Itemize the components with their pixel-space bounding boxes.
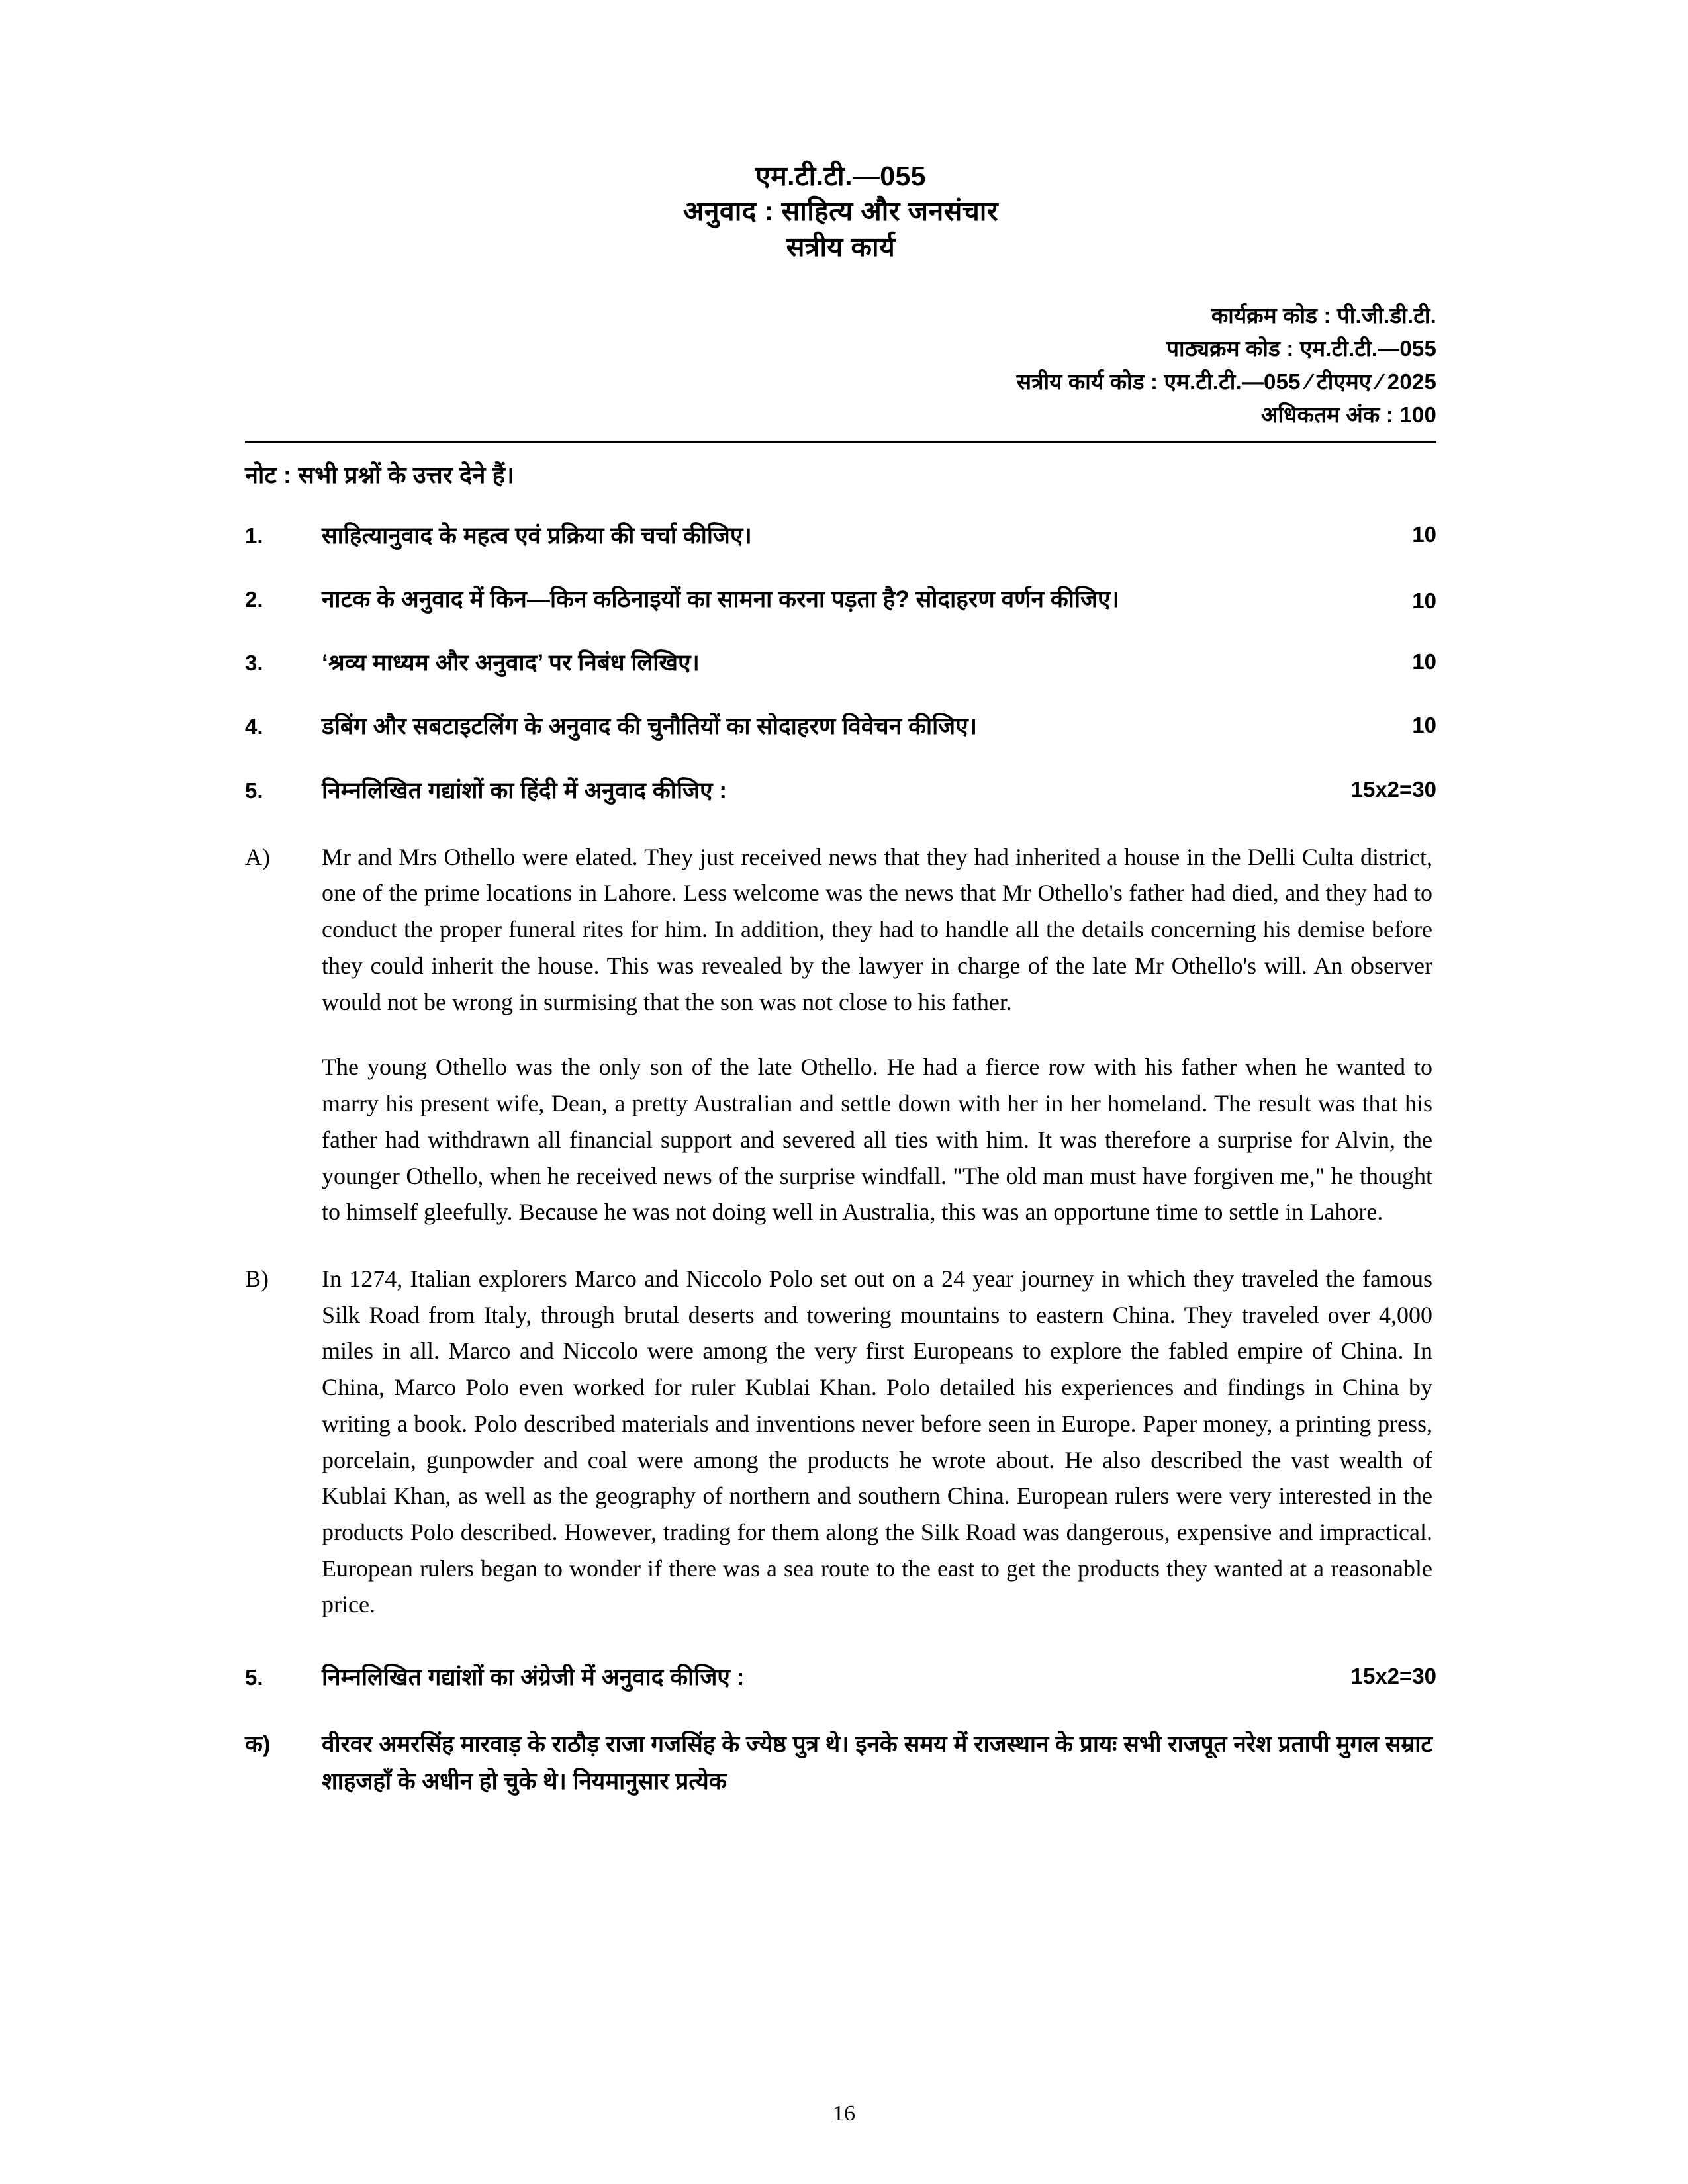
course-code-heading: एम.टी.टी.—055: [755, 161, 926, 191]
passage-paragraph: In 1274, Italian explorers Marco and Niccolo Polo set out on a 24 year journey in which they traveled the famous Silk Road from Italy, through brutal deserts and towering mountains to eastern China. They traveled over 4,000 miles in all. Marco and Niccolo were among the very first Europeans to explore the fabled empire of China. In China, Marco Polo even worked for ruler Kublai Khan. Polo detailed his experiences and findings in China by writing a book. Polo described materials and inventions never before seen in Europe. Paper money, a printing press, porcelain, gunpowder and coal were among the products he wrote about. He also described the vast wealth of Kublai Khan, as well as the geography of northern and southern China. European rulers were very interested in the products Polo described. However, trading for them along the Silk Road was dangerous, expensive and impractical. European rulers began to wonder if there was a sea route to the east to get the products they wanted at a reasonable price.: [322, 1265, 1432, 1618]
question-number: 5.: [245, 778, 263, 803]
passage-item: [245, 1726, 1436, 1799]
question-marks: 10: [1412, 522, 1436, 547]
question-text: निम्नलिखित गद्यांशों का अंग्रेजी में अनुवाद कीजिए :: [322, 1664, 745, 1691]
passage-label: B): [245, 1265, 269, 1292]
question-item: [245, 645, 1436, 681]
header-divider: [245, 441, 1436, 443]
question-number: 5.: [245, 1665, 263, 1690]
question-marks: 15x2=30: [1350, 1664, 1436, 1689]
question-number: 3.: [245, 651, 263, 676]
question-marks: 10: [1412, 649, 1436, 674]
passage-item: [245, 839, 1436, 1230]
program-code: कार्यक्रम कोड : पी.जी.डी.टी.: [1211, 302, 1436, 328]
question-marks: 15x2=30: [1350, 776, 1436, 801]
question-text: ‘श्रव्य माध्यम और अनुवाद’ पर निबंध लिखिए।: [322, 650, 700, 676]
question-item: [245, 773, 1436, 809]
passage-text: [322, 839, 1436, 1230]
question-text: निम्नलिखित गद्यांशों का हिंदी में अनुवाद कीजिए :: [322, 777, 727, 803]
document-header: [245, 0, 1436, 265]
question-item: [245, 709, 1436, 745]
passage-paragraph: Mr and Mrs Othello were elated. They just received news that they had inherited a house in the Delli Culta district, one of the prime locations in Lahore. Less welcome was the news that Mr Othello's father had died, and they had to conduct the proper funeral rites for him. In addition, they had to handle all the details concerning his demise before they could inherit the house. This was revealed by the lawyer in charge of the late Mr Othello's will. An observer would not be wrong in surmising that the son was not close to his father.: [322, 843, 1432, 1015]
course-code: पाठ्यक्रम कोड : एम.टी.टी.—055: [1166, 336, 1436, 361]
passage-paragraph: The young Othello was the only son of the late Othello. He had a fierce row with his father when he wanted to marry his present wife, Dean, a pretty Australian and settle down with her in her homeland. The result was that his father had withdrawn all financial support and severed all ties with him. It was therefore a surprise for Alvin, the younger Othello, when he received news of the surprise windfall. "The old man must have forgiven me," he thought to himself gleefully. Because he was not doing well in Australia, this was an opportune time to settle in Lahore.: [322, 1054, 1432, 1226]
course-title-heading: अनुवाद : साहित्य और जनसंचार: [683, 196, 998, 227]
question-text: साहित्यानुवाद के महत्व एवं प्रक्रिया की चर्चा कीजिए।: [322, 522, 752, 549]
question-item: [245, 1660, 1436, 1696]
passage-item: [245, 1261, 1436, 1623]
code-block: [245, 299, 1436, 432]
question-item: [245, 582, 1436, 617]
question-text: नाटक के अनुवाद में किन—किन कठिनाइयों का सामना करना पड़ता है? सोदाहरण वर्णन कीजिए।: [322, 586, 1119, 612]
question-text: डबिंग और सबटाइटलिंग के अनुवाद की चुनौतियों का सोदाहरण विवेचन कीजिए।: [322, 713, 978, 740]
assignment-label-heading: सत्रीय कार्य: [786, 231, 896, 262]
assignment-code: सत्रीय कार्य कोड : एम.टी.टी.—055 ⁄ टीएमए ⁄ 2025: [1016, 369, 1436, 394]
question-number: 4.: [245, 714, 263, 739]
passage-label: क): [245, 1731, 271, 1758]
instructions-note: नोट : सभी प्रश्नों के उत्तर देने हैं।: [245, 461, 514, 488]
passage-text: [322, 1261, 1436, 1623]
page-number: 16: [833, 2101, 855, 2126]
passage-paragraph: वीरवर अमरसिंह मारवाड़ के राठौड़ राजा गजसिंह के ज्येष्ठ पुत्र थे। इनके समय में राजस्थान के प्रायः सभी राजपूत नरेश प्रतापी मुगल सम्राट शाहजहाँ के अधीन हो चुके थे। नियमानुसार प्रत्येक: [322, 1731, 1432, 1794]
passage-text: [322, 1726, 1436, 1799]
max-marks: अधिकतम अंक : 100: [1261, 402, 1436, 428]
page-content: [245, 0, 1436, 1799]
passage-label: A): [245, 843, 270, 870]
question-marks: 10: [1412, 713, 1436, 738]
question-item: [245, 518, 1436, 554]
question-marks: 10: [1412, 588, 1436, 613]
question-number: 1.: [245, 523, 263, 548]
question-number: 2.: [245, 586, 263, 612]
